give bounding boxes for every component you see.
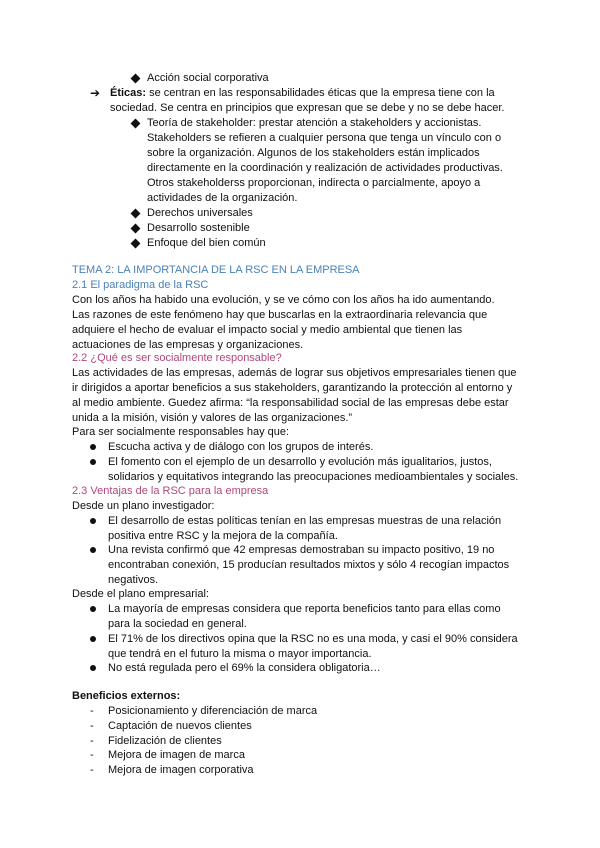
list-item: encontraban conexión, 15 producían resultados mixtos y sólo 4 recogían impactos	[108, 559, 510, 571]
list-item: solidarios y equitativos integrando las preocupaciones medioambientales y sociales.	[108, 471, 519, 483]
diamond-bullet-icon	[131, 119, 141, 129]
diamond-bullet-icon	[131, 74, 141, 84]
list-item: Una revista confirmó que 42 empresas demostraban su impacto positivo, 19 no	[108, 544, 495, 556]
paragraph-line: Desde un plano investigador:	[72, 500, 215, 512]
list-item: El fomento con el ejemplo de un desarrollo y evolución más igualitarios, justos,	[108, 456, 492, 468]
bullet-icon	[90, 636, 96, 642]
eticas-paragraph-line: sociedad. Se centra en principios que expresan que se debe y no se debe hacer.	[110, 102, 505, 114]
beneficios-heading: Beneficios externos:	[72, 690, 181, 702]
eticas-text: se centran en las responsabilidades éticas que la empresa tiene con la	[146, 87, 495, 99]
list-item: El desarrollo de estas políticas tenían en las empresas muestras de una relación	[108, 515, 502, 527]
stakeholder-line: directamente en la coordinación y realización de actividades productivas.	[147, 162, 503, 174]
eticas-paragraph-line	[110, 86, 525, 101]
dash-bullet: -	[90, 749, 94, 761]
list-item: La mayoría de empresas considera que reporta beneficios tanto para ellas como	[108, 603, 501, 615]
list-item: Captación de nuevos clientes	[108, 720, 252, 732]
list-item: negativos.	[108, 574, 159, 586]
diamond-bullet-icon	[131, 239, 141, 249]
list-item: Desarrollo sostenible	[147, 222, 250, 234]
paragraph-line: al medio ambiente. Guedez afirma: “la responsabilidad social de las empresas debe estar	[72, 397, 509, 409]
diamond-bullet-icon	[131, 209, 141, 219]
arrow-bullet-icon: ➔	[90, 86, 101, 100]
eticas-label: Éticas:	[110, 87, 147, 99]
stakeholder-line: Teoría de stakeholder: prestar atención a stakeholders y accionistas.	[147, 117, 482, 129]
section-title: TEMA 2: LA IMPORTANCIA DE LA RSC EN LA EMPRESA	[72, 264, 360, 276]
list-item: El 71% de los directivos opina que la RSC no es una moda, y casi el 90% considera	[108, 633, 518, 645]
paragraph-line: Desde el plano empresarial:	[72, 588, 209, 600]
paragraph-line: ir dirigidos a aportar beneficios a sus stakeholders, garantizando la protección al entorno y	[72, 382, 513, 394]
paragraph-line: actuaciones de las empresas y organizaciones.	[72, 339, 304, 351]
bullet-icon	[90, 606, 96, 612]
stakeholder-line: Otros stakeholderss proporcionan, indirecta o parcialmente, apoyo a	[147, 177, 481, 189]
stakeholder-line: actividades de la organización.	[147, 192, 298, 204]
paragraph-line: Con los años ha habido una evolución, y se ve cómo con los años ha ido aumentando.	[72, 294, 495, 306]
subsection-heading: 2.1 El paradigma de la RSC	[72, 279, 209, 291]
diamond-bullet-icon	[131, 224, 141, 234]
list-item: Escucha activa y de diálogo con los grupos de interés.	[108, 441, 374, 453]
list-item: que tendrá en el futuro la misma o mayor importancia.	[108, 648, 372, 660]
list-item: positiva entre RSC y la mejora de la compañía.	[108, 530, 338, 542]
bullet-icon	[90, 459, 96, 465]
dash-bullet: -	[90, 705, 94, 717]
list-item: Fidelización de clientes	[108, 735, 222, 747]
dash-bullet: -	[90, 764, 94, 776]
paragraph-line: Para ser socialmente responsables hay que:	[72, 426, 290, 438]
paragraph-line: Las razones de este fenómeno hay que buscarlas en la extraordinaria relevancia que	[72, 309, 488, 321]
dash-bullet: -	[90, 720, 94, 732]
list-item: Mejora de imagen corporativa	[108, 764, 254, 776]
paragraph-line: Las actividades de las empresas, además de lograr sus objetivos empresariales tienen que	[72, 367, 517, 379]
bullet-icon	[90, 444, 96, 450]
list-item: Acción social corporativa	[147, 72, 269, 84]
stakeholder-line: sobre la organización. Algunos de los stakeholders están implicados	[147, 147, 480, 159]
paragraph-line: adquiere el hecho de evaluar el impacto social y medio ambiental que tienen las	[72, 324, 463, 336]
dash-bullet: -	[90, 735, 94, 747]
paragraph-line: unida a la misión, visión y valores de las organizaciones.”	[72, 412, 353, 424]
list-item: Enfoque del bien común	[147, 237, 266, 249]
list-item: Derechos universales	[147, 207, 253, 219]
subsection-heading: 2.2 ¿Qué es ser socialmente responsable?	[72, 352, 282, 364]
bullet-icon	[90, 547, 96, 553]
subsection-heading: 2.3 Ventajas de la RSC para la empresa	[72, 485, 269, 497]
bullet-icon	[90, 518, 96, 524]
list-item: No está regulada pero el 69% la considera obligatoria…	[108, 662, 381, 674]
list-item: Posicionamiento y diferenciación de marca	[108, 705, 318, 717]
list-item: para la sociedad en general.	[108, 618, 247, 630]
bullet-icon	[90, 665, 96, 671]
list-item: Mejora de imagen de marca	[108, 749, 245, 761]
stakeholder-line: Stakeholders se refieren a cualquier persona que tenga un vínculo con o	[147, 132, 502, 144]
